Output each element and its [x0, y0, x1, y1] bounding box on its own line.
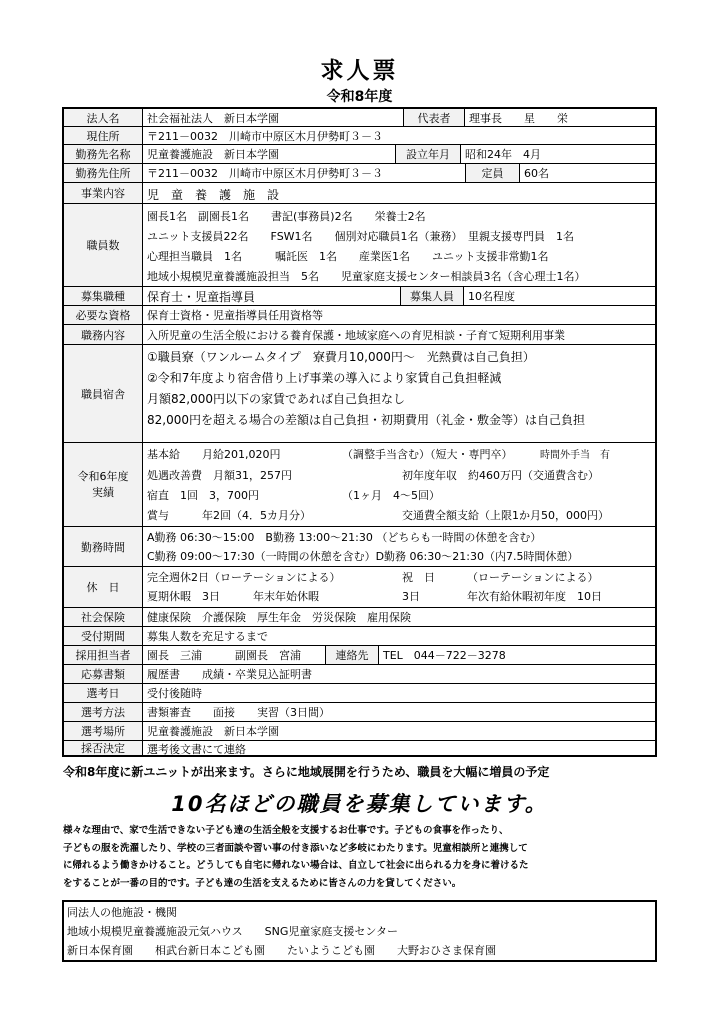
value-address: 〒211－0032 川崎市中原区木月伊勢町３－３ — [147, 130, 383, 143]
row-address — [64, 127, 655, 145]
label-holidays: 休 日 — [64, 567, 143, 607]
row-insurance — [64, 608, 655, 627]
page-title: 求人票 — [320, 58, 399, 84]
row-selection-method — [64, 703, 655, 722]
holidays-line: 夏期休暇 3日 年末年始休暇 3日 年次有給休暇初年度 10日 — [147, 590, 602, 603]
row-decision — [64, 741, 655, 755]
row-documents — [64, 665, 655, 684]
job-table — [62, 107, 657, 757]
value-selection-place: 児童養護施設 新日本学園 — [147, 725, 279, 738]
row-contact — [64, 646, 655, 665]
row-duties — [64, 325, 655, 345]
label-qualification: 必要な資格 — [64, 306, 143, 324]
label-hours: 勤務時間 — [64, 527, 143, 566]
label-selection-place: 選考場所 — [64, 722, 143, 740]
hours-line: C勤務 09:00～17:30（一時間の休憩を含む）D勤務 06:30～21:30（内7.5時間休憩） — [147, 550, 579, 563]
label-contact: 連絡先 — [325, 646, 379, 664]
hours-line: A勤務 06:30～15:00 B勤務 13:00～21:30 （どちらも一時間の休憩を含む） — [147, 531, 542, 544]
label-housing: 職員宿舎 — [64, 345, 143, 442]
recruiting-headline: 10名ほどの職員を募集しています。 — [171, 792, 548, 816]
value-documents: 履歴書 成績・卒業見込証明書 — [147, 668, 312, 681]
label-representative: 代表者 — [403, 109, 465, 126]
label-openings: 募集人員 — [400, 287, 464, 305]
housing-line: ②令和7年度より宿舎借り上げ事業の導入により家賃自己負担軽減 — [147, 371, 502, 385]
value-results — [143, 443, 655, 526]
related-facilities-box — [62, 900, 657, 962]
row-hours — [64, 527, 655, 567]
housing-line: 82,000円を超える場合の差額は自己負担・初期費用（礼金・敷金等）は自己負担 — [147, 413, 585, 427]
label-staff: 職員数 — [64, 204, 143, 286]
value-hours — [143, 527, 655, 566]
value-contact-person: 園長 三浦 副園長 宮浦 — [147, 649, 301, 662]
results-line: 賞与 年2回（4．5カ月分） 交通費全額支給（上限1か月50，000円） — [147, 509, 609, 522]
staff-line: 園長1名 副園長1名 書記(事務員)2名 栄養士2名 — [147, 210, 426, 223]
results-line: 宿直 1回 3，700円 （1ヶ月 4～5回） — [147, 489, 440, 502]
value-duties: 入所児童の生活全般における養育保護・地域家庭への育児相談・子育て短期利用事業 — [147, 329, 565, 342]
related-facilities-heading: 同法人の他施設・機関 — [67, 906, 177, 919]
value-workplace: 児童養護施設 新日本学園 — [147, 148, 279, 161]
label-results: 令和6年度 実績 — [64, 443, 143, 526]
value-business: 児 童 養 護 施 設 — [147, 188, 280, 202]
notice-line: 令和8年度に新ユニットが出来ます。さらに地域展開を行うため、職員を大幅に増員の予定 — [63, 765, 550, 779]
row-workplace — [64, 145, 655, 164]
value-holidays — [143, 567, 655, 607]
value-representative: 理事長 星 栄 — [469, 112, 568, 125]
holidays-line: 完全週休2日（ローテーションによる） 祝 日 （ローテーションによる） — [147, 571, 599, 584]
paragraph-line: 様々な理由で、家で生活できない子ども達の生活全般を支援するお仕事です。子どもの食事を作ったり、 — [63, 825, 509, 836]
label-documents: 応募書類 — [64, 665, 143, 683]
label-contact-person: 採用担当者 — [64, 646, 143, 664]
row-staff — [64, 204, 655, 287]
value-openings: 10名程度 — [468, 290, 515, 303]
value-established: 昭和24年 4月 — [465, 148, 541, 161]
label-workplace: 勤務先名称 — [64, 145, 143, 163]
staff-line: 地域小規模児童養護施設担当 5名 児童家庭支援センター相談員3名（含心理士1名） — [147, 270, 586, 283]
label-selection-date: 選考日 — [64, 684, 143, 702]
staff-line: ユニット支援員22名 FSW1名 個別対応職員1名（兼務） 里親支援専門員 1名 — [147, 230, 575, 243]
value-capacity: 60名 — [524, 167, 549, 180]
label-work-address: 勤務先住所 — [64, 164, 143, 182]
label-business: 事業内容 — [64, 183, 143, 203]
label-job-type: 募集職種 — [64, 287, 143, 305]
housing-line: ①職員寮（ワンルームタイプ 寮費月10,000円～ 光熱費は自己負担） — [147, 350, 535, 364]
results-line: 基本給 月給201,020円 （調整手当含む）（短大・専門卒） 時間外手当 有 — [147, 448, 610, 461]
label-corp: 法人名 — [64, 109, 143, 126]
label-decision: 採否決定 — [64, 741, 143, 755]
staff-line: 心理担当職員 1名 嘱託医 1名 産業医1名 ユニット支援非常勤1名 — [147, 250, 549, 263]
label-selection-method: 選考方法 — [64, 703, 143, 721]
value-corp: 社会福祉法人 新日本学園 — [147, 112, 279, 125]
row-selection-date — [64, 684, 655, 703]
value-work-address: 〒211－0032 川崎市中原区木月伊勢町３－３ — [147, 167, 383, 180]
label-address: 現住所 — [64, 127, 143, 144]
label-period: 受付期間 — [64, 627, 143, 645]
value-qualification: 保育士資格・児童指導員任用資格等 — [147, 309, 323, 322]
value-decision: 選考後文書にて連絡 — [147, 743, 246, 755]
description-paragraph — [63, 822, 658, 892]
value-selection-method: 書類審査 面接 実習（3日間） — [147, 706, 330, 719]
related-facilities-line: 新日本保育園 相武台新日本こども園 たいようこども園 大野おひさま保育園 — [67, 944, 496, 957]
row-holidays — [64, 567, 655, 608]
label-duties: 職務内容 — [64, 325, 143, 344]
row-results — [64, 443, 655, 527]
row-corp — [64, 109, 655, 127]
row-job-type — [64, 287, 655, 306]
row-selection-place — [64, 722, 655, 741]
paragraph-line: に帰れるよう働きかけること。どうしても自宅に帰れない場合は、自立して社会に出られる力を身に着けるた — [63, 860, 529, 871]
results-line: 処遇改善費 月額31，257円 初年度年収 約460万円（交通費含む） — [147, 469, 599, 482]
page-subtitle: 令和8年度 — [326, 89, 393, 105]
label-insurance: 社会保険 — [64, 608, 143, 626]
related-facilities-line: 地域小規模児童養護施設元気ハウス SNG児童家庭支援センター — [67, 925, 398, 938]
paragraph-line: 子どもの服を洗濯したり、学校の三者面談や習い事の付き添いなど多岐にわたります。児童相談所と連携して — [63, 842, 528, 854]
housing-line: 月額82,000円以下の家賃であれば自己負担なし — [147, 392, 405, 406]
value-contact: TEL 044－722－3278 — [383, 649, 506, 662]
row-business — [64, 183, 655, 204]
row-housing — [64, 345, 655, 443]
paragraph-line: をすることが一番の目的です。子ども達の生活を支えるために皆さんの力を貸してください。 — [63, 877, 462, 889]
row-work-address — [64, 164, 655, 183]
label-established: 設立年月 — [395, 145, 461, 163]
row-period — [64, 627, 655, 646]
row-qualification — [64, 306, 655, 325]
value-period: 募集人数を充足するまで — [147, 630, 268, 643]
value-insurance: 健康保険 介護保険 厚生年金 労災保険 雇用保険 — [147, 611, 411, 624]
value-staff — [143, 204, 655, 286]
value-job-type: 保育士・児童指導員 — [147, 290, 256, 304]
value-selection-date: 受付後随時 — [147, 687, 202, 700]
label-capacity: 定員 — [465, 164, 520, 182]
value-housing — [143, 345, 655, 442]
